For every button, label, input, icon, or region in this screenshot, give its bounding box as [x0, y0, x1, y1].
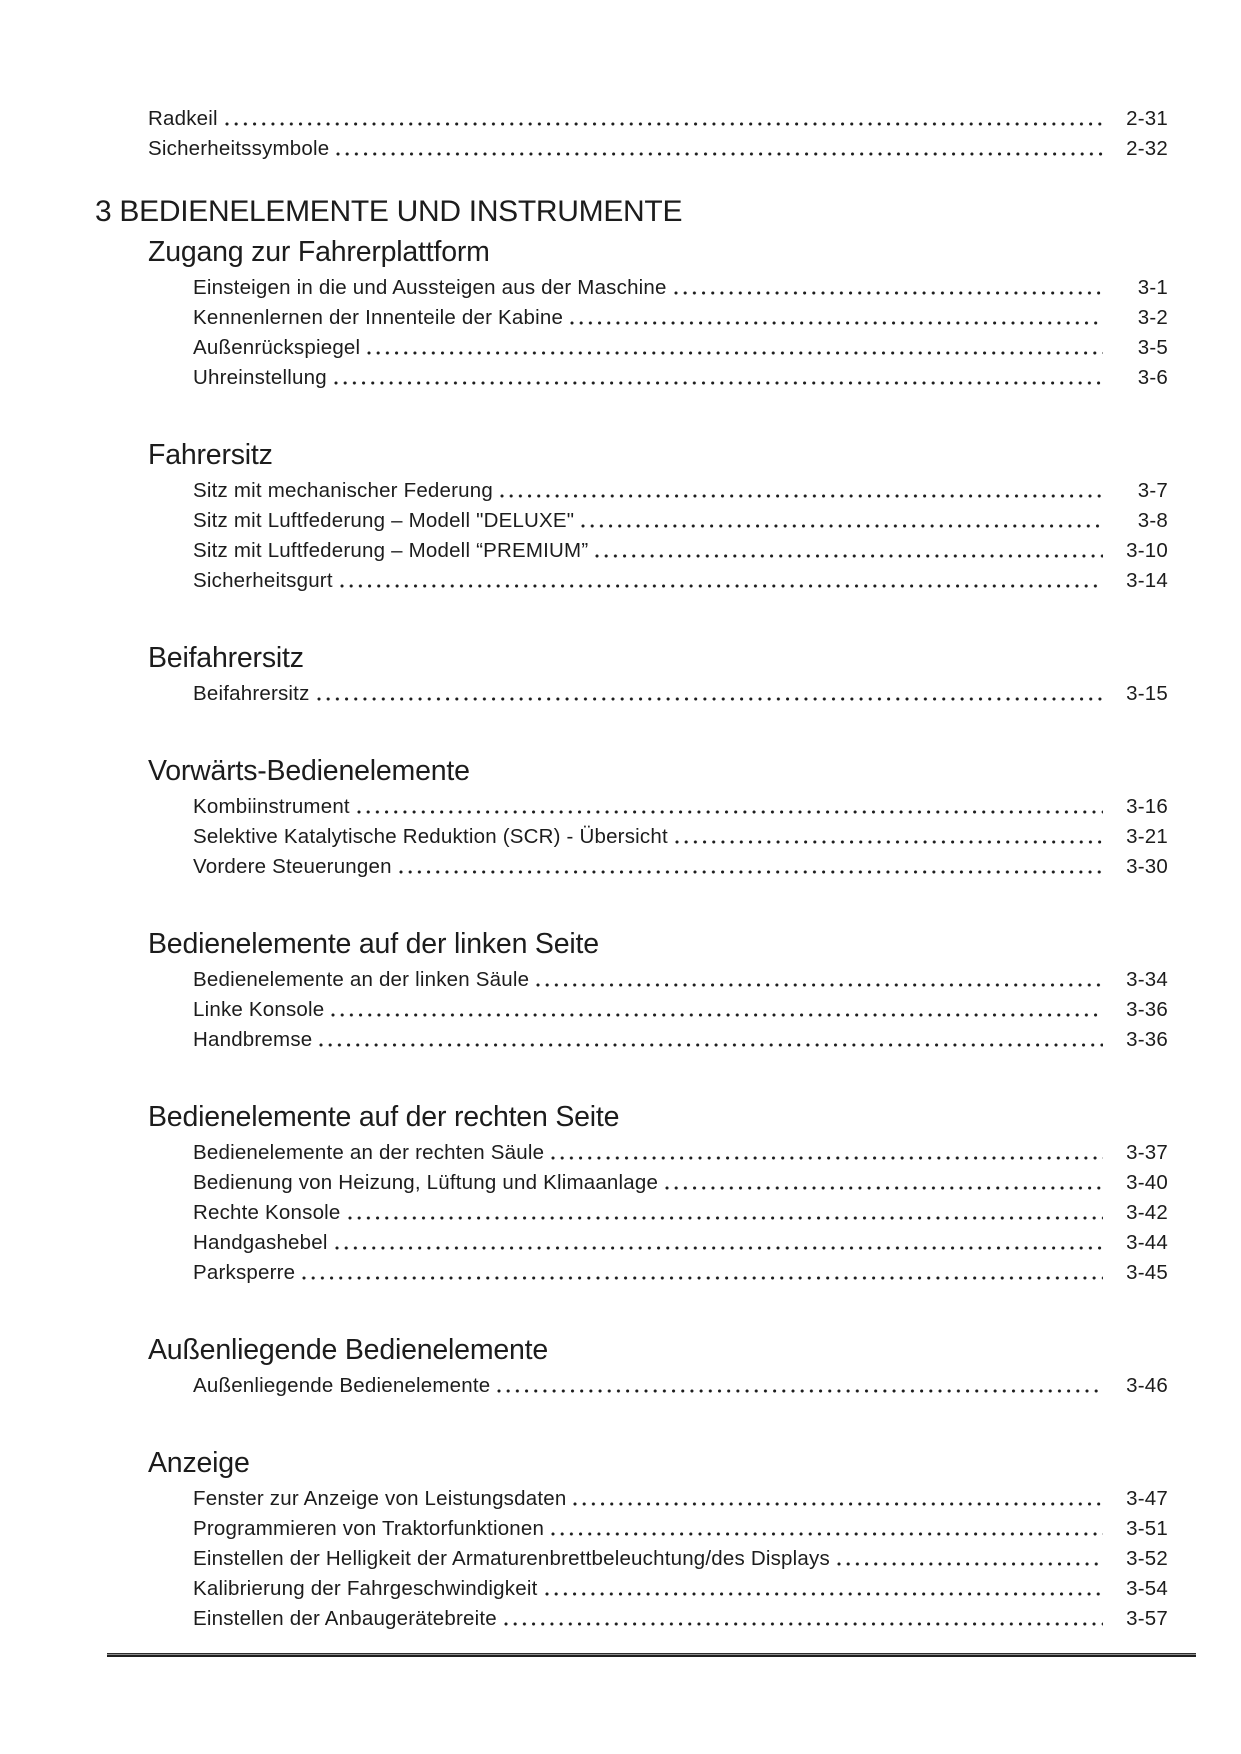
dotted-leader [497, 1389, 1103, 1393]
section-entries [193, 963, 1168, 1053]
toc-entry-title: Programmieren von Traktorfunktionen [193, 1517, 545, 1540]
toc-entry [193, 1196, 1168, 1226]
toc-entry-page-number: 3-51 [1126, 1517, 1168, 1540]
section-entries [193, 271, 1168, 391]
toc-entry [193, 1256, 1168, 1286]
toc-entry [193, 1572, 1168, 1602]
toc-entry [193, 677, 1168, 707]
dotted-leader [317, 697, 1103, 701]
dotted-leader [367, 351, 1103, 355]
toc-entry [193, 564, 1168, 594]
toc-entry-page-number: 3-2 [1137, 306, 1168, 329]
section-entries [193, 1136, 1168, 1286]
dotted-leader [399, 870, 1103, 874]
toc-entry-page-number: 3-5 [1137, 336, 1168, 359]
toc-entry-title: Bedienung von Heizung, Lüftung und Klimaanlage [193, 1171, 659, 1194]
toc-entry-page-number: 2-31 [1126, 107, 1168, 130]
toc-entry [193, 850, 1168, 880]
dotted-leader [570, 321, 1103, 325]
toc-entry-page-number: 3-57 [1126, 1607, 1168, 1630]
toc-entry-title: Sitz mit Luftfederung – Modell "DELUXE" [193, 509, 575, 532]
toc-entry-page-number: 3-8 [1137, 509, 1168, 532]
toc-entry-page-number: 3-36 [1126, 1028, 1168, 1051]
toc-entry [193, 1369, 1168, 1399]
section-heading: Außenliegende Bedienelemente [148, 1334, 549, 1366]
toc-entry-title: Handbremse [193, 1028, 313, 1051]
dotted-leader [336, 152, 1103, 156]
dotted-leader [536, 983, 1103, 987]
toc-sections [95, 236, 1168, 1632]
toc-section [95, 1101, 1168, 1286]
dotted-leader [545, 1592, 1104, 1596]
toc-entry-page-number: 3-37 [1126, 1141, 1168, 1164]
toc-entry-page-number: 3-16 [1126, 795, 1168, 818]
footer-rule [107, 1653, 1196, 1657]
section-entries [193, 1369, 1168, 1399]
toc-entry [193, 1542, 1168, 1572]
toc-entry-title: Einsteigen in die und Aussteigen aus der Maschine [193, 276, 667, 299]
dotted-leader [500, 494, 1103, 498]
toc-entry-page-number: 3-45 [1126, 1261, 1168, 1284]
toc-entry-title: Einstellen der Anbaugerätebreite [193, 1607, 497, 1630]
toc-entry [193, 790, 1168, 820]
toc-section [95, 236, 1168, 391]
toc-entry [193, 1226, 1168, 1256]
manual-toc-page [95, 0, 1168, 1632]
toc-entry-title: Sicherheitssymbole [148, 137, 330, 160]
toc-entry-title: Bedienelemente an der linken Säule [193, 968, 530, 991]
toc-entry-title: Außenrückspiegel [193, 336, 361, 359]
dotted-leader [348, 1216, 1103, 1220]
dotted-leader [595, 554, 1103, 558]
toc-section [95, 928, 1168, 1053]
toc-entry [193, 1602, 1168, 1632]
toc-section [95, 1334, 1168, 1399]
dotted-leader [551, 1532, 1103, 1536]
toc-entry-title: Radkeil [148, 107, 218, 130]
toc-entry-page-number: 3-7 [1137, 479, 1168, 502]
toc-entry-page-number: 3-44 [1126, 1231, 1168, 1254]
section-heading: Anzeige [148, 1447, 250, 1479]
toc-entry [193, 534, 1168, 564]
section-entries [193, 677, 1168, 707]
toc-entry [193, 331, 1168, 361]
toc-entry-title: Sitz mit Luftfederung – Modell “PREMIUM” [193, 539, 589, 562]
toc-entry [193, 271, 1168, 301]
toc-entry [193, 1166, 1168, 1196]
toc-entry-page-number: 3-1 [1137, 276, 1168, 299]
toc-entry [148, 132, 1168, 162]
toc-entry-page-number: 3-40 [1126, 1171, 1168, 1194]
toc-entry-title: Beifahrersitz [193, 682, 310, 705]
toc-entry-title: Kennenlernen der Innenteile der Kabine [193, 306, 564, 329]
toc-entry-page-number: 3-30 [1126, 855, 1168, 878]
toc-entry-page-number: 3-54 [1126, 1577, 1168, 1600]
toc-entry-page-number: 3-52 [1126, 1547, 1168, 1570]
toc-entry-title: Kombiinstrument [193, 795, 350, 818]
dotted-leader [331, 1013, 1103, 1017]
dotted-leader [357, 810, 1103, 814]
section-heading: Bedienelemente auf der rechten Seite [148, 1101, 620, 1133]
toc-entry [148, 102, 1168, 132]
toc-section [95, 439, 1168, 594]
section-heading: Zugang zur Fahrerplattform [148, 236, 490, 268]
dotted-leader [837, 1562, 1103, 1566]
toc-entry-title: Vordere Steuerungen [193, 855, 392, 878]
toc-entry-page-number: 3-36 [1126, 998, 1168, 1021]
toc-entry-title: Einstellen der Helligkeit der Armaturenbrettbeleuchtung/des Displays [193, 1547, 830, 1570]
dotted-leader [302, 1276, 1103, 1280]
toc-section [95, 755, 1168, 880]
dotted-leader [319, 1043, 1103, 1047]
section-heading: Fahrersitz [148, 439, 273, 471]
dotted-leader [674, 291, 1103, 295]
toc-entry [193, 361, 1168, 391]
toc-entry [193, 963, 1168, 993]
toc-entry-page-number: 3-10 [1126, 539, 1168, 562]
dotted-leader [551, 1156, 1103, 1160]
toc-entry [193, 1482, 1168, 1512]
toc-entry-page-number: 3-42 [1126, 1201, 1168, 1224]
chapter-heading: 3 BEDIENELEMENTE UND INSTRUMENTE [95, 195, 683, 228]
toc-entry [193, 504, 1168, 534]
toc-entry-title: Sicherheitsgurt [193, 569, 333, 592]
toc-entry-page-number: 3-15 [1126, 682, 1168, 705]
toc-entry-title: Rechte Konsole [193, 1201, 341, 1224]
toc-entry-page-number: 3-46 [1126, 1374, 1168, 1397]
toc-entry [193, 1512, 1168, 1542]
toc-entry-title: Fenster zur Anzeige von Leistungsdaten [193, 1487, 567, 1510]
toc-section [95, 1447, 1168, 1632]
previous-chapter-entries [148, 102, 1168, 162]
dotted-leader [504, 1622, 1103, 1626]
section-heading: Vorwärts-Bedienelemente [148, 755, 470, 787]
toc-entry-page-number: 3-14 [1126, 569, 1168, 592]
toc-entry [193, 301, 1168, 331]
dotted-leader [581, 524, 1103, 528]
dotted-leader [340, 584, 1103, 588]
dotted-leader [675, 840, 1103, 844]
toc-entry-title: Außenliegende Bedienelemente [193, 1374, 491, 1397]
toc-entry-page-number: 3-47 [1126, 1487, 1168, 1510]
dotted-leader [225, 122, 1103, 126]
toc-entry-title: Parksperre [193, 1261, 296, 1284]
toc-section [95, 642, 1168, 707]
toc-entry-title: Handgashebel [193, 1231, 328, 1254]
section-heading: Beifahrersitz [148, 642, 304, 674]
toc-entry-page-number: 2-32 [1126, 137, 1168, 160]
section-entries [193, 790, 1168, 880]
toc-entry [193, 474, 1168, 504]
toc-entry-title: Uhreinstellung [193, 366, 327, 389]
toc-entry-page-number: 3-21 [1126, 825, 1168, 848]
dotted-leader [334, 381, 1103, 385]
toc-entry-page-number: 3-34 [1126, 968, 1168, 991]
toc-entry-title: Linke Konsole [193, 998, 325, 1021]
toc-entry-title: Bedienelemente an der rechten Säule [193, 1141, 545, 1164]
toc-entry-title: Kalibrierung der Fahrgeschwindigkeit [193, 1577, 538, 1600]
dotted-leader [335, 1246, 1103, 1250]
section-entries [193, 474, 1168, 594]
toc-entry [193, 993, 1168, 1023]
section-entries [193, 1482, 1168, 1632]
section-heading: Bedienelemente auf der linken Seite [148, 928, 599, 960]
toc-entry-title: Sitz mit mechanischer Federung [193, 479, 493, 502]
toc-entry-page-number: 3-6 [1137, 366, 1168, 389]
toc-entry [193, 1136, 1168, 1166]
dotted-leader [573, 1502, 1103, 1506]
dotted-leader [665, 1186, 1103, 1190]
toc-entry [193, 820, 1168, 850]
toc-entry [193, 1023, 1168, 1053]
toc-entry-title: Selektive Katalytische Reduktion (SCR) - Übersicht [193, 825, 668, 848]
